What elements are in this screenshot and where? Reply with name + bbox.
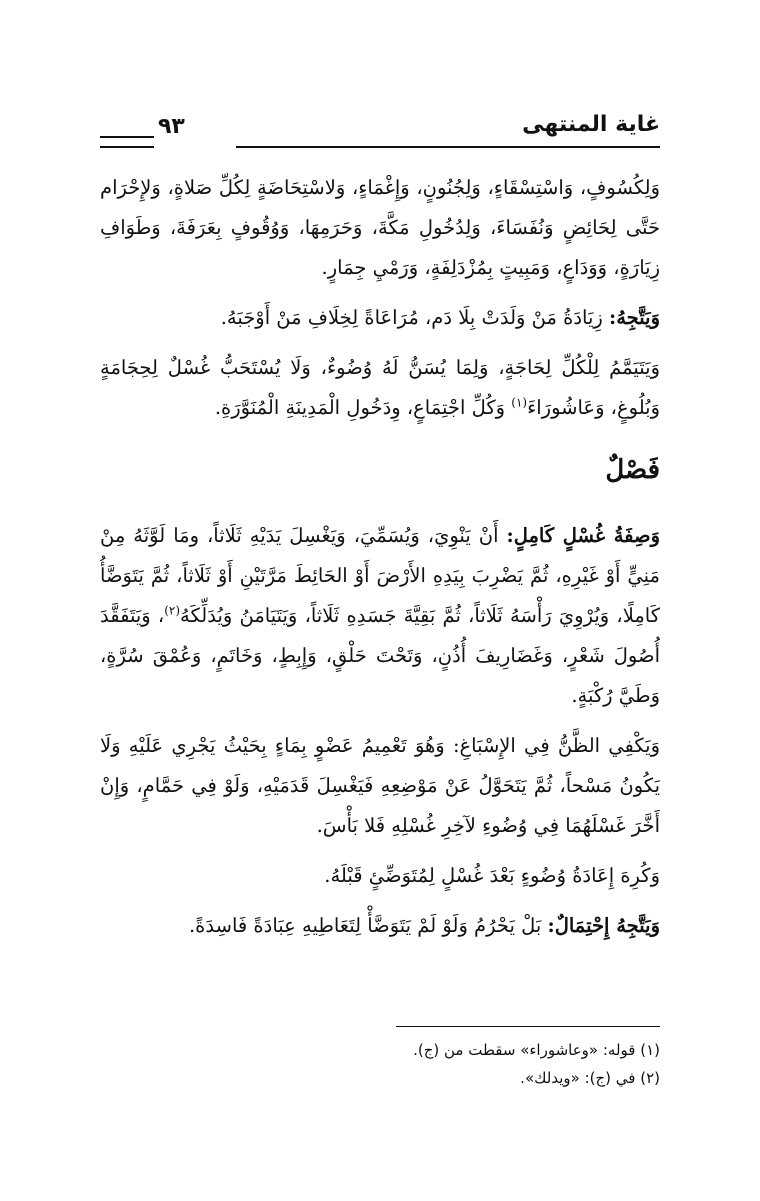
paragraph-7: [100, 906, 660, 946]
paragraph-3-text-a: وَيَتَيَمَّمُ لِلْكُلِّ لِحَاجَةٍ، وَلِمَا يُسَنُّ لَهُ وُضُوءٌ، وَلَا يُسْتَحَبُّ غُسْلٌ لِحِجَامَةٍ وَبُلُوغٍ، وَعَاشُورَاءَ: [100, 356, 660, 419]
paragraph-4-lead: وَصِفَةُ غُسْلٍ كَامِلٍ:: [506, 524, 660, 547]
paragraph-3: [100, 348, 660, 428]
footnote-1: (١) قوله: «وعاشوراء» سقطت من (ج).: [413, 1041, 660, 1059]
running-title: غاية المنتهى: [522, 112, 660, 137]
paragraph-7-lead: وَيَتَّجِهُ إِحْتِمَالٌ:: [547, 914, 660, 937]
header-rule: [236, 146, 660, 148]
section-heading: فَصْلٌ: [605, 455, 660, 485]
paragraph-3-text-b: وَكُلِّ اجْتِمَاعٍ، وِدَخُولِ الْمَدِينَةِ الْمُنَوَّرَةِ.: [214, 396, 512, 419]
header-rule-short-bottom: [100, 146, 154, 148]
paragraph-5: وَيَكْفِي الظَّنُّ فِي الإِسْبَاغِ: وَهُوَ تَعْمِيمُ عَضْوٍ بِمَاءٍ بِحَيْثُ يَجْرِي عَلَيْهِ وَلَا يَكُونُ مَسْحاً، ثُمَّ يَتَحَوَّلُ عَنْ مَوْضِعِهِ فَيَغْسِلَ قَدَمَيْهِ، وَلَوْ فِي حَمَّامٍ، وَإِنْ أَخَّرَ غَسْلَهُمَا فِي وُضُوءِ لآخِرِ غُسْلِهِ فَلا بَأْسَ.: [100, 734, 660, 837]
footnote-2: (٢) في (ج): «ويدلك».: [520, 1069, 660, 1087]
footnote-ref-1[interactable]: (١): [511, 395, 528, 410]
paragraph-2-text: زِيَادَةُ مَنْ وَلَدَتْ بِلَا دَم، مُرَاعَاةً لِخِلَافِ مَنْ أَوْجَبَهُ.: [220, 306, 610, 329]
paragraph-2-lead: وَيَتَّجِهُ:: [609, 306, 660, 329]
footnote-separator: [396, 1026, 660, 1027]
paragraph-7-text: بَلْ يَحْرُمُ وَلَوْ لَمْ يَتَوَضَّأْ لِتَعَاطِيهِ عِبَادَةً فَاسِدَةً.: [188, 914, 548, 937]
page-header: [100, 106, 660, 146]
paragraph-6: وَكُرِهَ إِعَادَةُ وُضُوءٍ بَعْدَ غُسْلٍ لِمُتَوَضِّئٍ قَبْلَهُ.: [324, 864, 660, 887]
header-rule-short-top: [100, 136, 154, 138]
page-number: ٩٣: [158, 114, 185, 139]
paragraph-4: [100, 516, 660, 716]
paragraph-4-text-a: أَنْ يَنْوِيَ، وَيُسَمِّيَ، وَيَغْسِلَ يَدَيْهِ ثَلَاثاً، ومَا لَوَّثَهُ مِنْ مَنِيٍّ أَوْ غَيْرِهِ، ثُمَّ يَضْرِبَ بِيَدِهِ الأَرْضَ أَوْ الحَائِطَ مَرَّتَيْنِ أَوْ ثَلَاثاً، ثُمَّ يَتَوَضَّأُ كَامِلًا، وَيُرْوِيَ رَأْسَهُ ثَلَاثاً، ثُمَّ بَقِيَّةَ جَسَدِهِ ثَلَاثاً، وَيَتَيَامَنُ وَيُدَلِّكَهُ: [100, 524, 661, 627]
paragraph-1: وَلِكُسُوفٍ، وَاسْتِسْقَاءٍ، وَلِجُنُونٍ، وَإِغْمَاءٍ، وَلاسْتِحَاضَةٍ لِكُلِّ صَلاةٍ، وَلإِحْرَام حَتَّى لِحَائِضٍ وَنُفَسَاءَ، وَلِدُخُولِ مَكَّةَ، وَحَرَمِهَا، وَوُقُوفٍ بِعَرَفَةَ، وَطَوَافِ زِيَارَةٍ، وَوَدَاعٍ، وَمَبِيتٍ بِمُزْدَلِفَةٍ، وَرَمْيِ جِمَارٍ.: [100, 176, 660, 279]
main-text: [100, 168, 660, 956]
paragraph-2: [100, 298, 660, 338]
footnote-ref-2[interactable]: (٢): [164, 603, 181, 618]
footnotes: [100, 1036, 660, 1092]
paragraph-4-text-b: ، وَيَتَفَقَّدَ أُصُولَ شَعْرٍ، وَغَضَارِيفَ أُذُنٍ، وَتَحْتَ حَلْقٍ، وَإِبِطٍ، وَخَاتَمٍ، وَعُمْقَ سُرَّةٍ، وَطَيَّ رُكْبَةٍ.: [100, 604, 660, 707]
